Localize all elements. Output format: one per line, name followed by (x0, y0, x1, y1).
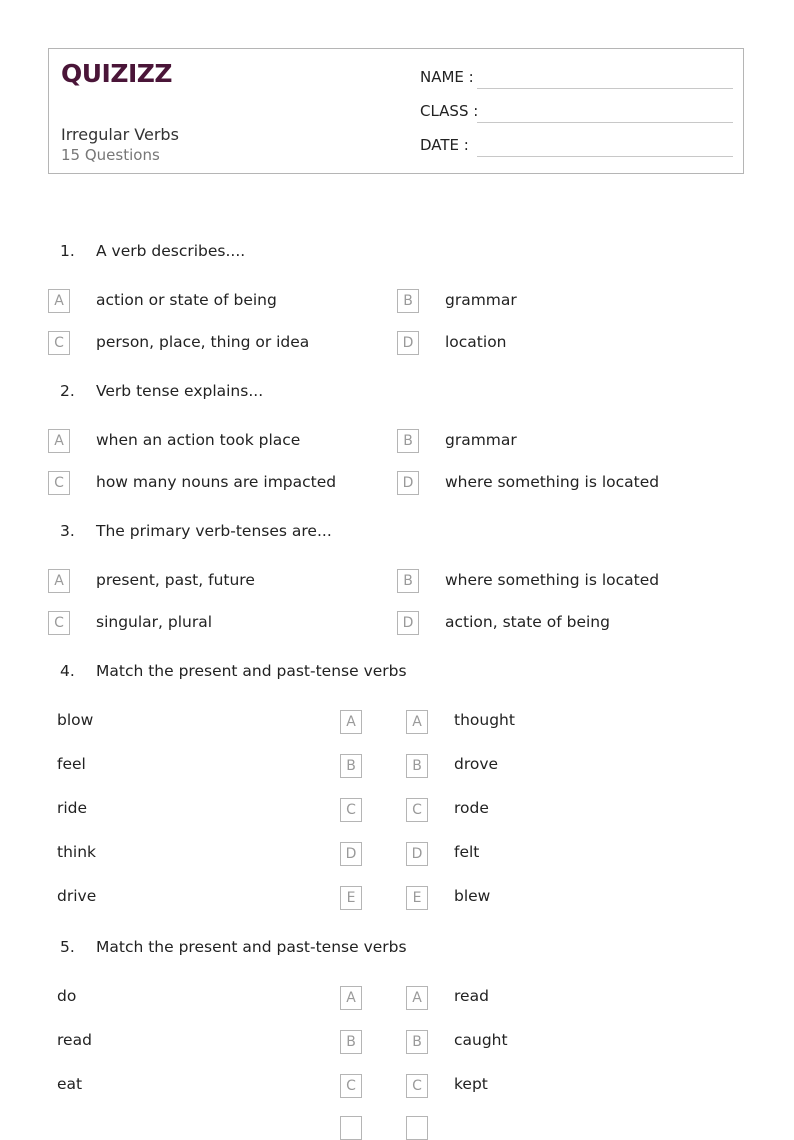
option-box: C (48, 471, 70, 495)
match-left-box: A (340, 986, 362, 1010)
match-right-box: D (406, 842, 428, 866)
question-number: 3. (60, 522, 75, 540)
match-right-box: B (406, 754, 428, 778)
match-right-item: thought (454, 711, 515, 729)
match-left-box: C (340, 798, 362, 822)
option-text: action or state of being (96, 291, 277, 309)
question-text: Match the present and past-tense verbs (96, 938, 407, 956)
option-text: how many nouns are impacted (96, 473, 337, 491)
option-box: D (397, 611, 419, 635)
option-box: C (48, 611, 70, 635)
option-text: where something is located (445, 571, 660, 589)
match-right-box: C (406, 798, 428, 822)
question-count: 15 Questions (61, 146, 160, 164)
option-text: action, state of being (445, 613, 610, 631)
question-number: 4. (60, 662, 75, 680)
option-text: person, place, thing or idea (96, 333, 310, 351)
match-left-box: B (340, 1030, 362, 1054)
match-right-box (406, 1116, 428, 1140)
option-text: grammar (445, 291, 517, 309)
match-right-box: C (406, 1074, 428, 1098)
match-left-item: do (57, 987, 77, 1005)
match-right-box: E (406, 886, 428, 910)
option-box: B (397, 569, 419, 593)
worksheet-title: Irregular Verbs (61, 125, 179, 144)
quizizz-logo: QUIZIZZ (61, 59, 173, 88)
match-left-box: D (340, 842, 362, 866)
match-left-box: A (340, 710, 362, 734)
option-text: singular, plural (96, 613, 213, 631)
match-right-item: felt (454, 843, 480, 861)
option-box: A (48, 569, 70, 593)
match-left-item: read (57, 1031, 92, 1049)
option-box: A (48, 289, 70, 313)
match-left-item: feel (57, 755, 86, 773)
match-right-box: B (406, 1030, 428, 1054)
question-text: Verb tense explains... (96, 382, 264, 400)
name-line (477, 88, 733, 89)
date-line (477, 156, 733, 157)
question-text: Match the present and past-tense verbs (96, 662, 407, 680)
match-right-item: caught (454, 1031, 508, 1049)
class-label: CLASS : (420, 102, 479, 120)
option-text: where something is located (445, 473, 660, 491)
question-number: 2. (60, 382, 75, 400)
question-text: A verb describes.... (96, 242, 246, 260)
option-text: grammar (445, 431, 517, 449)
match-left-box (340, 1116, 362, 1140)
match-left-box: C (340, 1074, 362, 1098)
match-left-item: eat (57, 1075, 83, 1093)
question-number: 5. (60, 938, 75, 956)
name-label: NAME : (420, 68, 474, 86)
option-box: B (397, 289, 419, 313)
match-right-item: kept (454, 1075, 488, 1093)
match-right-item: rode (454, 799, 489, 817)
date-label: DATE : (420, 136, 469, 154)
option-box: A (48, 429, 70, 453)
option-text: when an action took place (96, 431, 301, 449)
match-right-item: drove (454, 755, 499, 773)
match-left-item: ride (57, 799, 88, 817)
option-box: C (48, 331, 70, 355)
match-right-box: A (406, 710, 428, 734)
match-right-item: read (454, 987, 489, 1005)
worksheet-header (48, 48, 744, 174)
option-box: D (397, 471, 419, 495)
match-left-box: B (340, 754, 362, 778)
question-text: The primary verb-tenses are... (96, 522, 332, 540)
match-left-box: E (340, 886, 362, 910)
option-text: present, past, future (96, 571, 255, 589)
option-box: D (397, 331, 419, 355)
match-left-item: drive (57, 887, 97, 905)
class-line (477, 122, 733, 123)
option-box: B (397, 429, 419, 453)
match-right-box: A (406, 986, 428, 1010)
match-left-item: think (57, 843, 97, 861)
question-number: 1. (60, 242, 75, 260)
match-right-item: blew (454, 887, 491, 905)
option-text: location (445, 333, 507, 351)
match-left-item: blow (57, 711, 94, 729)
